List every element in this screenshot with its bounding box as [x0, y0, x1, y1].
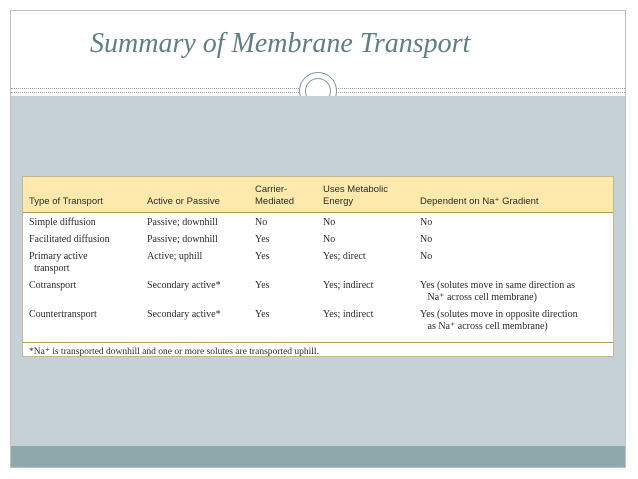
- table-footnote: *Na⁺ is transported downhill and one or more solutes are transported uphill.: [29, 347, 319, 357]
- row-2-type: Facilitated diffusion: [29, 234, 110, 245]
- row-1-carrier: No: [255, 217, 268, 228]
- row-2-active: Passive; downhill: [147, 234, 218, 245]
- row-5-type: Countertransport: [29, 309, 97, 320]
- header-energy: [323, 184, 388, 208]
- row-3-active: Active; uphill: [147, 251, 203, 262]
- row-4-na-line2: Na⁺ across cell membrane): [420, 292, 537, 303]
- header-carrier-line2: Mediated: [255, 196, 295, 207]
- row-4-carrier: Yes: [255, 280, 270, 291]
- row-4-type: Cotransport: [29, 280, 77, 291]
- row-5-energy: Yes; indirect: [323, 309, 374, 320]
- row-5-na-line2: as Na⁺ across cell membrane): [420, 321, 548, 332]
- footer-band: [11, 446, 625, 467]
- header-energy-line2: Energy: [323, 196, 354, 207]
- header-na-gradient: [420, 196, 539, 208]
- row-2-na: No: [420, 234, 433, 245]
- header-na-text: Dependent on Na⁺ Gradient: [420, 196, 539, 207]
- row-4-energy: Yes; indirect: [323, 280, 374, 291]
- table-header-row: [23, 177, 613, 213]
- header-type: [29, 196, 103, 208]
- row-1-na: No: [420, 217, 433, 228]
- header-type-text: Type of Transport: [29, 196, 103, 207]
- header-carrier: [255, 184, 294, 208]
- row-5-na-line1: Yes (solutes move in opposite direction: [420, 309, 578, 320]
- row-5-active: Secondary active*: [147, 309, 221, 320]
- row-3-energy: Yes; direct: [323, 251, 366, 262]
- footnote-divider: [23, 342, 613, 343]
- header-active: [147, 196, 220, 208]
- row-3-type-line1: Primary active: [29, 251, 88, 262]
- row-1-type: Simple diffusion: [29, 217, 96, 228]
- row-2-carrier: Yes: [255, 234, 270, 245]
- row-2-energy: No: [323, 234, 336, 245]
- header-energy-line1: Uses Metabolic: [323, 184, 388, 195]
- row-5-carrier: Yes: [255, 309, 270, 320]
- header-carrier-line1: Carrier-: [255, 184, 288, 195]
- row-4-na-line1: Yes (solutes move in same direction as: [420, 280, 576, 291]
- slide-title: Summary of Membrane Transport: [90, 28, 471, 59]
- row-3-type-line2: transport: [29, 263, 70, 274]
- row-1-active: Passive; downhill: [147, 217, 218, 228]
- row-3-carrier: Yes: [255, 251, 270, 262]
- transport-table: [22, 176, 614, 357]
- header-active-text: Active or Passive: [147, 196, 220, 207]
- row-4-active: Secondary active*: [147, 280, 221, 291]
- row-1-energy: No: [323, 217, 336, 228]
- row-3-na: No: [420, 251, 433, 262]
